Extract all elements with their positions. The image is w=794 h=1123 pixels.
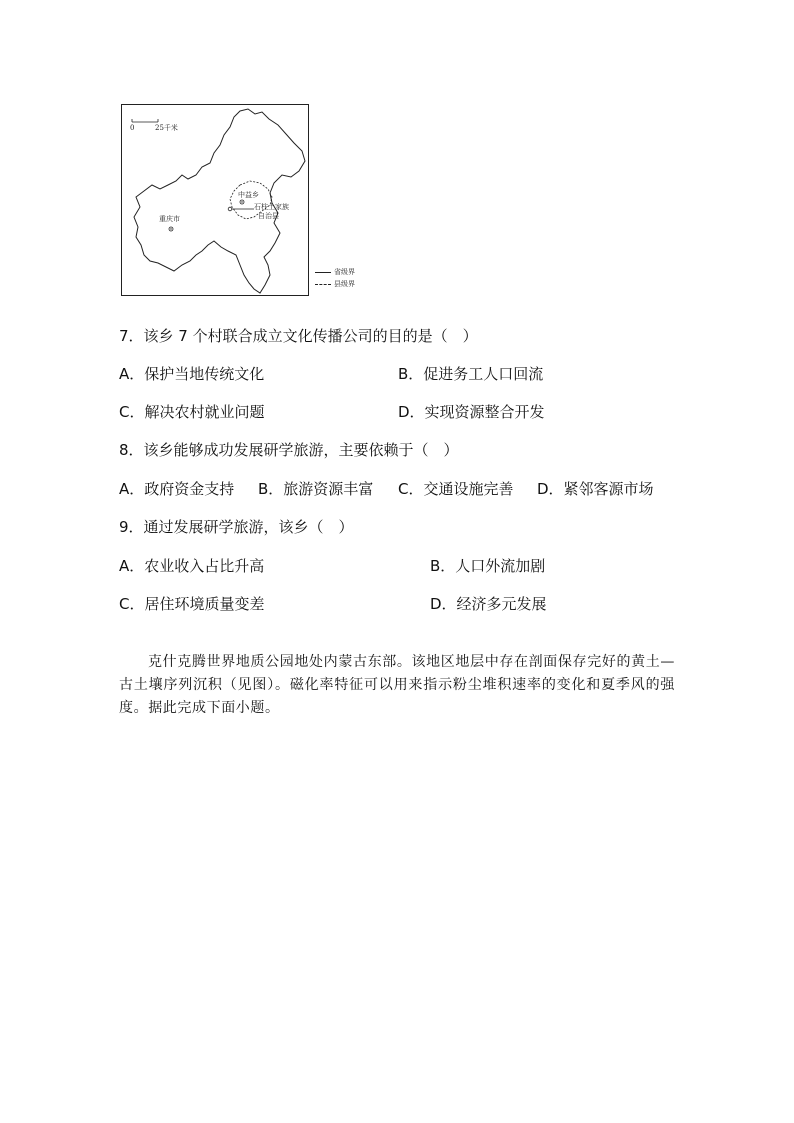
scale-zero-label: 0	[130, 124, 135, 132]
question-8-option-b: B．旅游资源丰富	[258, 480, 374, 498]
map-figure	[121, 104, 309, 296]
question-7-option-d: D．实现资源整合开发	[398, 403, 545, 421]
question-7-stem: 7．该乡 7 个村联合成立文化传播公司的目的是（ ）	[119, 327, 478, 345]
solid-line-icon	[315, 272, 331, 273]
question-8-option-c: C．交通设施完善	[398, 480, 514, 498]
question-8-option-d: D．紧邻客源市场	[537, 480, 654, 498]
county-label-line2: 自治县	[258, 212, 279, 220]
township-label: 中益乡	[238, 191, 259, 199]
question-8-option-a: A．政府资金支持	[119, 480, 235, 498]
township-marker	[240, 200, 244, 204]
question-9-stem: 9．通过发展研学旅游，该乡（ ）	[119, 518, 354, 536]
question-9-option-d: D．经济多元发展	[430, 595, 547, 613]
question-7-option-c: C．解决农村就业问题	[119, 403, 265, 421]
dashed-line-icon	[315, 284, 331, 285]
provincial-boundary	[134, 109, 305, 293]
map-legend	[315, 266, 355, 290]
reading-passage: 克什克腾世界地质公园地处内蒙古东部。该地区地层中存在剖面保存完好的黄土—古土壤序列沉积（见图）。磁化率特征可以用来指示粉尘堆积速率的变化和夏季风的强度。据此完成下面小题。	[119, 654, 675, 716]
question-7-option-b: B．促进务工人口回流	[398, 365, 544, 383]
question-7-option-a: A．保护当地传统文化	[119, 365, 265, 383]
question-8-stem: 8．该乡能够成功发展研学旅游，主要依赖于（ ）	[119, 441, 459, 459]
legend-county: 县级界	[315, 278, 355, 290]
city-label: 重庆市	[159, 215, 180, 223]
legend-provincial: 省级界	[315, 266, 355, 278]
city-marker	[169, 227, 173, 231]
county-label-line1: 石柱土家族	[254, 203, 289, 211]
scale-bar	[132, 119, 158, 122]
scale-value-label: 25千米	[155, 124, 178, 132]
question-9-option-a: A．农业收入占比升高	[119, 557, 265, 575]
chongqing-outline-map	[122, 105, 308, 295]
question-9-option-b: B．人口外流加剧	[430, 557, 546, 575]
question-9-option-c: C．居住环境质量变差	[119, 595, 265, 613]
